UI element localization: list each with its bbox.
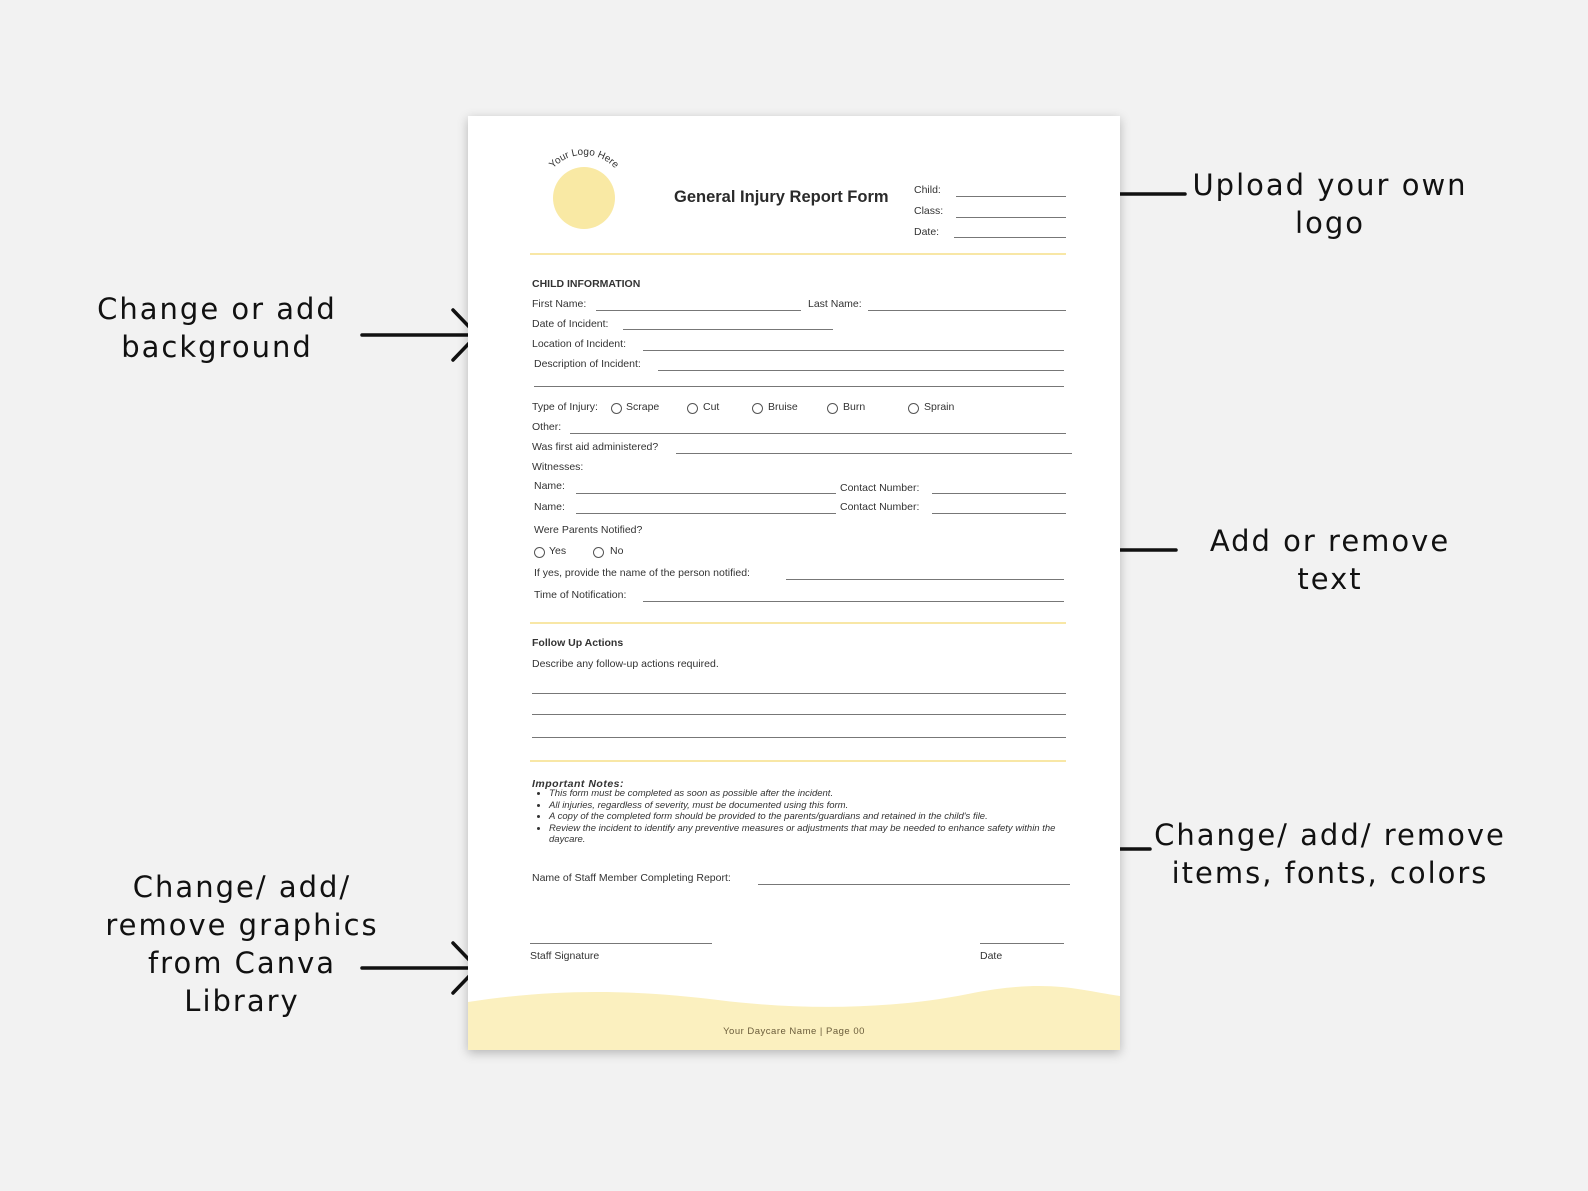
- footer-text: Your Daycare Name | Page 00: [723, 1026, 865, 1037]
- other-label: Other:: [532, 421, 562, 433]
- callout-upload-logo: Upload your own logo: [1192, 168, 1468, 240]
- section-heading: CHILD INFORMATION: [532, 278, 641, 290]
- date-signature-line[interactable]: [980, 943, 1064, 944]
- follow-up-line[interactable]: [532, 714, 1066, 715]
- logo-placeholder: [534, 146, 634, 236]
- follow-up-line[interactable]: [532, 693, 1066, 694]
- date-incident-label: Date of Incident:: [532, 318, 609, 330]
- radio-bruise[interactable]: [752, 403, 763, 414]
- option-bruise: Bruise: [768, 401, 798, 413]
- parents-notified-label: Were Parents Notified?: [534, 524, 643, 536]
- callout-graphics: Change/ add/ remove graphics from Canva Library: [105, 870, 379, 1018]
- witness-name-label: Name:: [534, 480, 565, 492]
- description-field-line[interactable]: [534, 386, 1064, 387]
- child-label: Child:: [914, 184, 941, 196]
- radio-scrape[interactable]: [611, 403, 622, 414]
- note-item: • Review the incident to identify any preventive measures or adjustments that may be needed to enhance safety within the daycare.: [549, 823, 1069, 846]
- class-field[interactable]: [956, 217, 1066, 218]
- logo-text: Your Logo Here: [547, 146, 621, 171]
- notes-heading: Important Notes:: [532, 778, 624, 790]
- footer-wave: [468, 986, 1120, 1050]
- option-no: No: [610, 545, 624, 557]
- follow-up-line[interactable]: [532, 737, 1066, 738]
- last-name-field[interactable]: [868, 310, 1066, 311]
- radio-sprain[interactable]: [908, 403, 919, 414]
- first-name-label: First Name:: [532, 298, 587, 310]
- divider: [530, 622, 1066, 624]
- divider: [530, 253, 1066, 255]
- radio-yes[interactable]: [534, 547, 545, 558]
- staff-name-label: Name of Staff Member Completing Report:: [532, 872, 731, 884]
- radio-burn[interactable]: [827, 403, 838, 414]
- callout-background: Change or add background: [97, 292, 337, 364]
- date-field[interactable]: [954, 237, 1066, 238]
- first-aid-field[interactable]: [676, 453, 1072, 454]
- witnesses-label: Witnesses:: [532, 461, 584, 473]
- last-name-label: Last Name:: [808, 298, 862, 310]
- time-notification-field[interactable]: [643, 601, 1064, 602]
- staff-signature-label: Staff Signature: [530, 950, 600, 962]
- person-notified-field[interactable]: [786, 579, 1064, 580]
- option-burn: Burn: [843, 401, 866, 413]
- location-field[interactable]: [643, 350, 1064, 351]
- option-cut: Cut: [703, 401, 720, 413]
- callout-items: Change/ add/ remove items, fonts, colors: [1154, 818, 1506, 890]
- follow-up-prompt: Describe any follow-up actions required.: [532, 658, 719, 670]
- callout-text: Add or remove text: [1209, 524, 1451, 596]
- witness-contact-field[interactable]: [932, 513, 1066, 514]
- other-field[interactable]: [570, 433, 1066, 434]
- note-item: • All injuries, regardless of severity, must be documented using this form.: [549, 800, 1069, 812]
- date-label: Date:: [914, 226, 940, 238]
- witness-contact-label: Contact Number:: [840, 501, 920, 513]
- time-notification-label: Time of Notification:: [534, 589, 627, 601]
- person-notified-label: If yes, provide the name of the person notified:: [534, 567, 750, 579]
- witness-name-label: Name:: [534, 501, 565, 513]
- date-signature-label: Date: [980, 950, 1003, 962]
- follow-up-heading: Follow Up Actions: [532, 637, 624, 649]
- description-label: Description of Incident:: [534, 358, 641, 370]
- divider: [530, 760, 1066, 762]
- form-page: [468, 116, 1120, 1050]
- witness-contact-field[interactable]: [932, 493, 1066, 494]
- option-sprain: Sprain: [924, 401, 955, 413]
- witness-name-field[interactable]: [576, 493, 836, 494]
- sun-icon: [553, 167, 615, 229]
- note-item: • This form must be completed as soon as possible after the incident.: [549, 788, 1069, 800]
- date-incident-field[interactable]: [623, 329, 833, 330]
- child-field[interactable]: [956, 196, 1066, 197]
- location-label: Location of Incident:: [532, 338, 626, 350]
- injury-type-label: Type of Injury:: [532, 401, 598, 413]
- radio-cut[interactable]: [687, 403, 698, 414]
- radio-no[interactable]: [593, 547, 604, 558]
- note-item: • A copy of the completed form should be provided to the parents/guardians and retained in the child's file.: [549, 811, 1069, 823]
- option-scrape: Scrape: [626, 401, 660, 413]
- description-field[interactable]: [658, 370, 1064, 371]
- first-name-field[interactable]: [596, 310, 801, 311]
- form-title: General Injury Report Form: [674, 188, 889, 206]
- staff-name-field[interactable]: [758, 884, 1070, 885]
- class-label: Class:: [914, 205, 944, 217]
- signature-line[interactable]: [530, 943, 712, 944]
- first-aid-label: Was first aid administered?: [532, 441, 659, 453]
- witness-name-field[interactable]: [576, 513, 836, 514]
- witness-contact-label: Contact Number:: [840, 482, 920, 494]
- notes-list: [532, 788, 1069, 846]
- option-yes: Yes: [549, 545, 567, 557]
